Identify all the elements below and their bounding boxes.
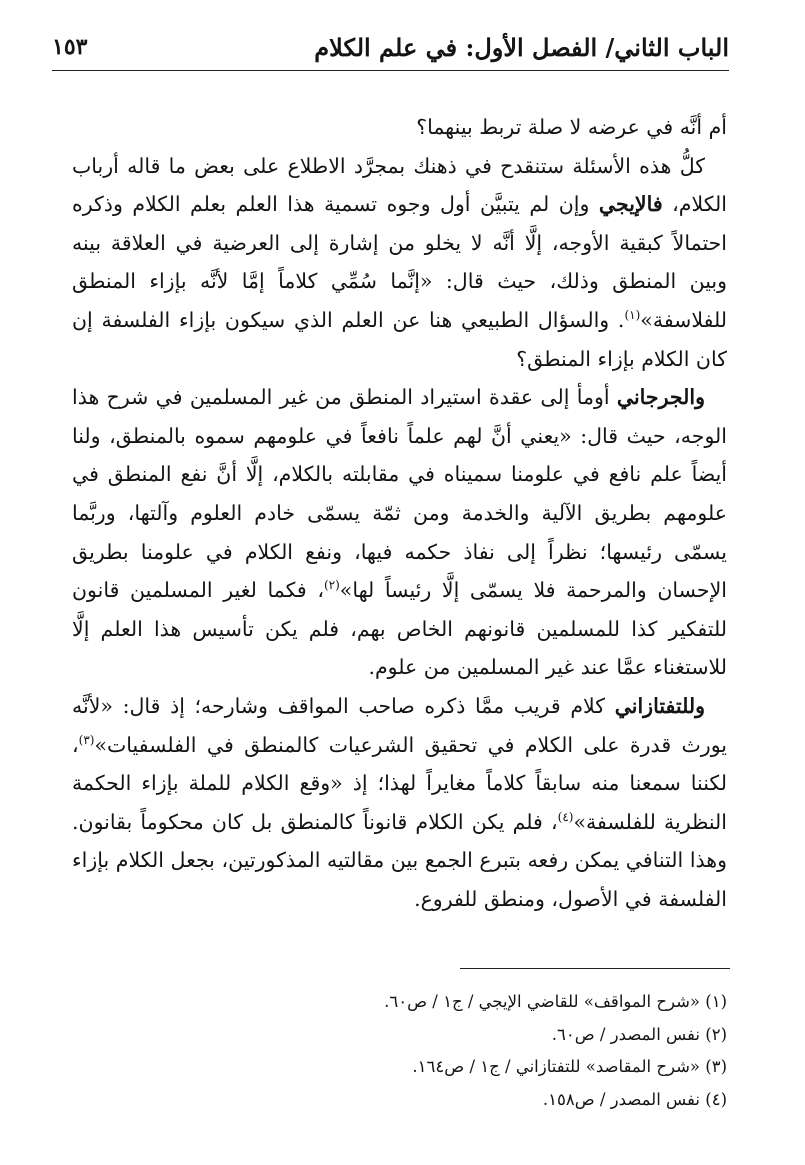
main-text — [72, 108, 727, 918]
footnote-ref-3[interactable]: (٣) — [78, 732, 95, 747]
paragraph-1 — [72, 108, 727, 147]
paragraph-3-text-b: ، فكما لغير المسلمين قانون للتفكير كذا للمسلمين قانونهم الخاص بهم، فلم يكن تأسيس هذا العلم إلَّا للاستغناء عمَّا عند غير المسلمين من علوم. — [72, 578, 727, 680]
paragraph-2-text-c: . والسؤال الطبيعي هنا عن العلم الذي سيكون بإزاء الفلسفة إن كان الكلام بإزاء المنطق؟ — [72, 307, 727, 371]
paragraph-4-text: كلام قريب ممَّا ذكره صاحب المواقف وشارحه؛ إذ قال: «لأنَّه يورث قدرة على الكلام في تحقيق الشرعيات كالمنطق في الفلسفيات» — [72, 693, 727, 757]
paragraph-4-text-c: ، فلم يكن الكلام قانوناً كالمنطق بل كان محكوماً بقانون. وهذا التنافي يمكن رفعه بتبرع الجمع بين مقالتيه المذكورتين، بجعل الكلام بإزاء الفلسفة في الأصول، ومنطق للفروع. — [72, 809, 727, 911]
paragraph-4 — [72, 687, 727, 919]
paragraph-4-text-b: ، لكننا سمعنا منه سابقاً كلاماً مغايراً لهذا؛ إذ «وقع الكلام للملة بإزاء الحكمة النظرية للفلسفة» — [72, 732, 727, 834]
paragraph-2-text-b: وإن لم يتبيَّن أول وجوه تسمية هذا العلم بعلم الكلام وذكره احتمالاً كبقية الأوجه، إلَّا أنَّه لا يخلو من إشارة إلى العرضية في العلاقة بينه وبين المنطق وذلك، حيث قال: «إنَّما سُمِّي كلاماً إمَّا لأنَّه بإزاء المنطق للفلاسفة» — [72, 192, 727, 332]
header-title: الباب الثاني/ الفصل الأول: في علم الكلام — [314, 32, 729, 62]
running-header — [52, 24, 729, 71]
author-name-eiji: فالإيجي — [598, 192, 663, 217]
paragraph-2-text: كلُّ هذه الأسئلة ستنقدح في ذهنك بمجرَّد الاطلاع على بعض ما قاله أرباب الكلام، — [72, 153, 727, 217]
footnotes — [72, 986, 727, 1116]
paragraph-1-text: أم أنَّه في عرضه لا صلة تربط بينهما؟ — [416, 115, 727, 139]
author-name-taftazani: وللتفتازاني — [614, 693, 705, 718]
footnote-1: (١) «شرح المواقف» للقاضي الإيجي / ج١ / ص٦٠. — [384, 992, 727, 1011]
footnote-ref-4[interactable]: (٤) — [557, 809, 574, 824]
author-name-jurjani: والجرجاني — [616, 385, 705, 410]
footnote-divider — [460, 968, 730, 969]
footnote-4: (٤) نفس المصدر / ص١٥٨. — [542, 1089, 727, 1109]
paragraph-3-text: أومأ إلى عقدة استيراد المنطق من غير المسلمين في شرح هذا الوجه، حيث قال: «يعني أنَّ لهم علماً نافعاً في علومهم سموه بالمنطق، ولنا أيضاً علم نافع في علومنا سميناه في مقابلته بالكلام، إلَّا أنَّ نفع المنطق في علومهم بطريق الآلية والخدمة ومن ثمّة يسمّى خادم العلوم وآلتها، وربَّما يسمّى رئيسها؛ نظراً إلى نفاذ حكمه فيها، ونفع الكلام في علومنا بطريق الإحسان والمرحمة فلا يسمّى إلَّا رئيساً لها» — [72, 385, 727, 603]
footnote-3: (٣) «شرح المقاصد» للتفتازاني / ج١ / ص١٦٤. — [412, 1057, 727, 1076]
footnote-ref-1[interactable]: (١) — [624, 308, 641, 323]
footnote-ref-2[interactable]: (٢) — [323, 578, 340, 593]
paragraph-3 — [72, 378, 727, 687]
paragraph-2 — [72, 147, 727, 379]
page-number: ١٥٣ — [52, 34, 88, 60]
footnote-2: (٢) نفس المصدر / ص٦٠. — [551, 1024, 727, 1044]
